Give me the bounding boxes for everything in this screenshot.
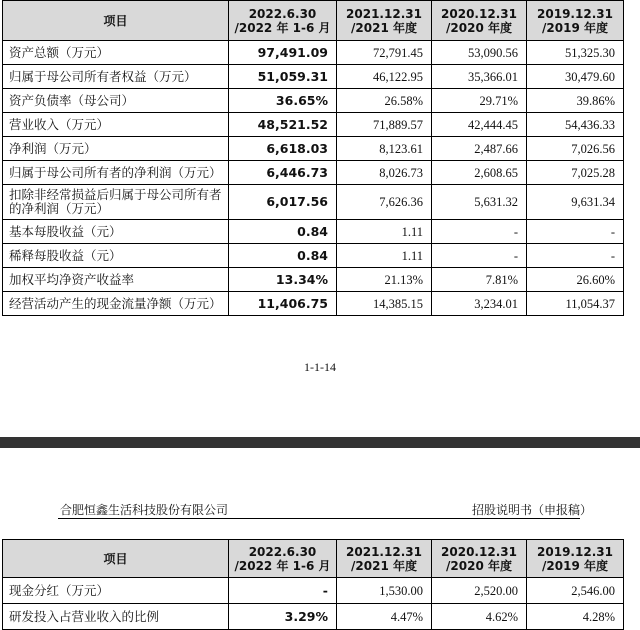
header-2019-line1: 2019.12.31 — [537, 6, 613, 21]
header-2022h1 — [229, 540, 337, 578]
header-2019-line2: /2019 年度 — [542, 558, 608, 573]
value-2019: - — [527, 244, 624, 268]
value-2020: 53,090.56 — [432, 41, 527, 65]
value-2019: 30,479.60 — [527, 65, 624, 89]
table-row — [3, 185, 624, 220]
header-2021 — [337, 1, 432, 41]
table-row — [3, 578, 624, 604]
row-label: 资产负债率（母公司） — [3, 89, 229, 113]
value-2020: 35,366.01 — [432, 65, 527, 89]
value-2019: 4.28% — [527, 604, 624, 630]
value-2022h1: 11,406.75 — [229, 292, 337, 316]
row-label: 扣除非经常损益后归属于母公司所有者的净利润（万元） — [3, 185, 229, 220]
header-2022h1-line2: /2022 年 1-6 月 — [234, 558, 331, 573]
row-label: 营业收入（万元） — [3, 113, 229, 137]
value-2020: 2,608.65 — [432, 161, 527, 185]
value-2019: 26.60% — [527, 268, 624, 292]
header-2022h1-line1: 2022.6.30 — [248, 544, 317, 559]
row-label: 经营活动产生的现金流量净额（万元） — [3, 292, 229, 316]
value-2020: 2,487.66 — [432, 137, 527, 161]
header-2022h1-line1: 2022.6.30 — [248, 6, 317, 21]
value-2021: 1.11 — [337, 244, 432, 268]
value-2022h1: 0.84 — [229, 244, 337, 268]
value-2022h1: 13.34% — [229, 268, 337, 292]
header-2022h1 — [229, 1, 337, 41]
header-2019-line1: 2019.12.31 — [537, 544, 613, 559]
value-2020: 5,631.32 — [432, 185, 527, 220]
value-2020: 42,444.45 — [432, 113, 527, 137]
value-2022h1: 51,059.31 — [229, 65, 337, 89]
header-2020-line2: /2020 年度 — [446, 558, 512, 573]
header-2021-line2: /2021 年度 — [351, 558, 417, 573]
table-row — [3, 268, 624, 292]
row-label: 研发投入占营业收入的比例 — [3, 604, 229, 630]
row-label: 归属于母公司所有者权益（万元） — [3, 65, 229, 89]
financial-indicators-table — [2, 0, 624, 316]
value-2019: 2,546.00 — [527, 578, 624, 604]
value-2021: 26.58% — [337, 89, 432, 113]
value-2020: 2,520.00 — [432, 578, 527, 604]
table-header-row — [3, 540, 624, 578]
header-2022h1-line2: /2022 年 1-6 月 — [234, 20, 331, 35]
header-2019-line2: /2019 年度 — [542, 20, 608, 35]
value-2019: 39.86% — [527, 89, 624, 113]
value-2020: 4.62% — [432, 604, 527, 630]
header-2020-line1: 2020.12.31 — [441, 6, 517, 21]
table-row — [3, 113, 624, 137]
value-2021: 7,626.36 — [337, 185, 432, 220]
value-2022h1: 6,446.73 — [229, 161, 337, 185]
header-2019 — [527, 540, 624, 578]
value-2022h1: 0.84 — [229, 220, 337, 244]
value-2019: 54,436.33 — [527, 113, 624, 137]
header-2021 — [337, 540, 432, 578]
header-2021-line1: 2021.12.31 — [346, 544, 422, 559]
row-label: 稀释每股收益（元） — [3, 244, 229, 268]
header-2021-line1: 2021.12.31 — [346, 6, 422, 21]
table-header-row — [3, 1, 624, 41]
table-row — [3, 137, 624, 161]
value-2022h1: 6,017.56 — [229, 185, 337, 220]
header-2020-line1: 2020.12.31 — [441, 544, 517, 559]
header-2020 — [432, 1, 527, 41]
row-label: 基本每股收益（元） — [3, 220, 229, 244]
table-row — [3, 89, 624, 113]
value-2019: 9,631.34 — [527, 185, 624, 220]
company-name: 合肥恒鑫生活科技股份有限公司 — [60, 503, 229, 517]
page-number: 1-1-14 — [304, 360, 336, 374]
value-2021: 8,123.61 — [337, 137, 432, 161]
table-row — [3, 244, 624, 268]
table-row — [3, 292, 624, 316]
header-rule — [58, 518, 580, 519]
header-2021-line2: /2021 年度 — [351, 20, 417, 35]
table-row — [3, 41, 624, 65]
row-label: 现金分红（万元） — [3, 578, 229, 604]
document-title: 招股说明书（申报稿） — [472, 503, 593, 517]
header-2020 — [432, 540, 527, 578]
row-label: 资产总额（万元） — [3, 41, 229, 65]
table-row — [3, 161, 624, 185]
header-item: 项目 — [3, 1, 229, 41]
value-2022h1: 3.29% — [229, 604, 337, 630]
value-2021: 72,791.45 — [337, 41, 432, 65]
page-break-bar — [0, 437, 640, 448]
row-label: 归属于母公司所有者的净利润（万元） — [3, 161, 229, 185]
value-2020: 3,234.01 — [432, 292, 527, 316]
row-label: 净利润（万元） — [3, 137, 229, 161]
value-2019: 11,054.37 — [527, 292, 624, 316]
value-2022h1: 97,491.09 — [229, 41, 337, 65]
value-2022h1: 48,521.52 — [229, 113, 337, 137]
value-2021: 46,122.95 — [337, 65, 432, 89]
value-2022h1: - — [229, 578, 337, 604]
value-2021: 14,385.15 — [337, 292, 432, 316]
value-2019: 7,026.56 — [527, 137, 624, 161]
value-2021: 4.47% — [337, 604, 432, 630]
header-2020-line2: /2020 年度 — [446, 20, 512, 35]
value-2021: 8,026.73 — [337, 161, 432, 185]
table-row — [3, 220, 624, 244]
value-2022h1: 6,618.03 — [229, 137, 337, 161]
header-item: 项目 — [3, 540, 229, 578]
value-2021: 1,530.00 — [337, 578, 432, 604]
table-row — [3, 65, 624, 89]
value-2019: 51,325.30 — [527, 41, 624, 65]
value-2020: 7.81% — [432, 268, 527, 292]
value-2022h1: 36.65% — [229, 89, 337, 113]
value-2021: 1.11 — [337, 220, 432, 244]
dividend-rd-table — [2, 539, 624, 630]
row-label: 加权平均净资产收益率 — [3, 268, 229, 292]
value-2021: 21.13% — [337, 268, 432, 292]
value-2019: 7,025.28 — [527, 161, 624, 185]
value-2020: - — [432, 244, 527, 268]
table-row — [3, 604, 624, 630]
value-2020: - — [432, 220, 527, 244]
value-2021: 71,889.57 — [337, 113, 432, 137]
value-2020: 29.71% — [432, 89, 527, 113]
header-2019 — [527, 1, 624, 41]
value-2019: - — [527, 220, 624, 244]
